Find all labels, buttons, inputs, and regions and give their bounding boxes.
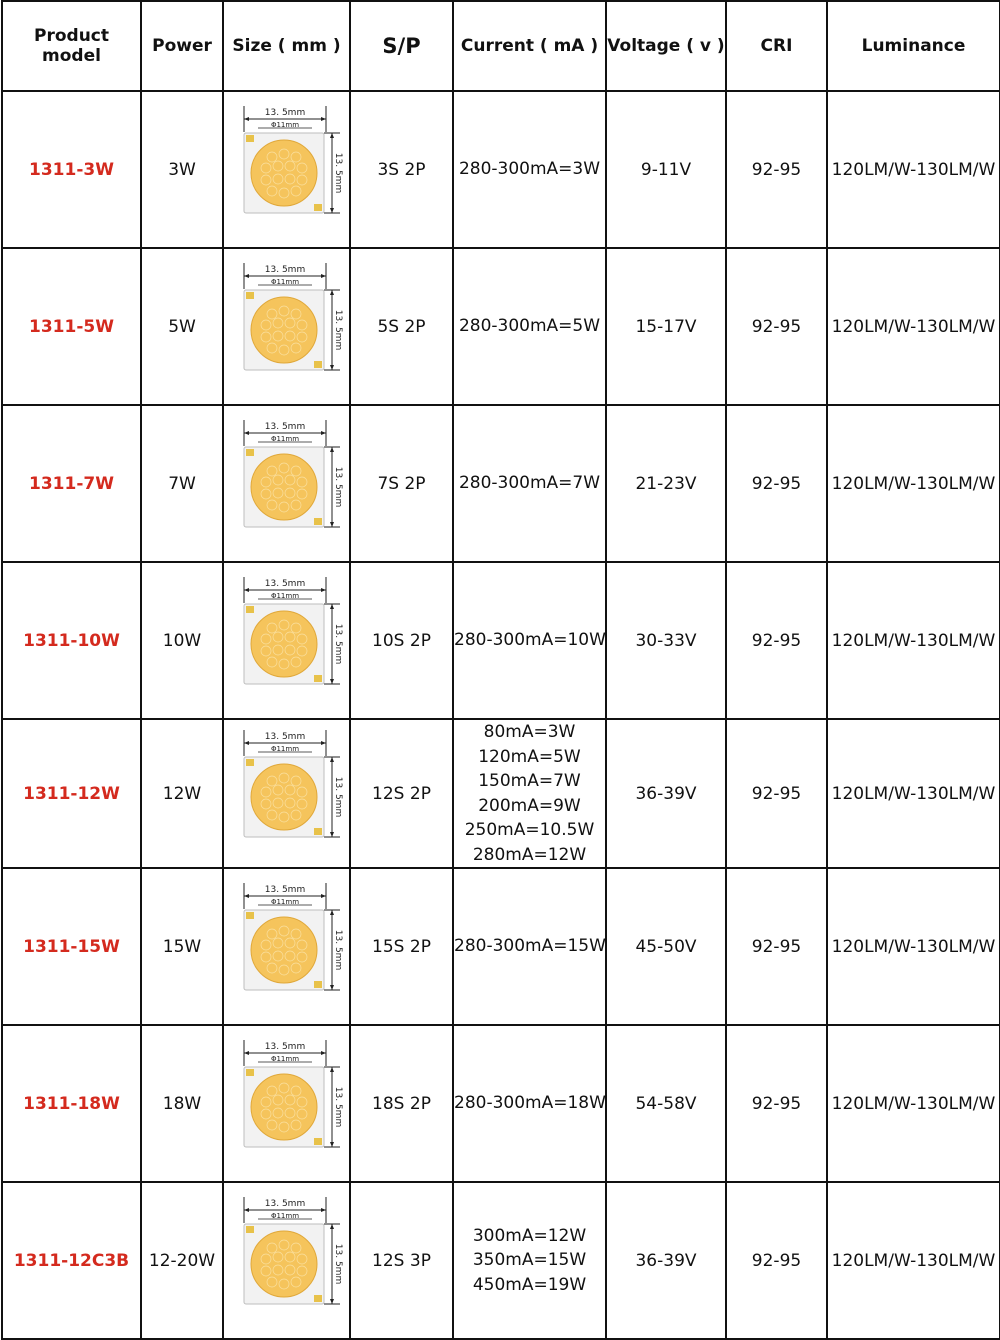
- sp-cell: 7S 2P: [350, 405, 453, 562]
- current-line: 450mA=19W: [472, 1274, 587, 1295]
- cob-led-dimension-diagram: [228, 726, 346, 862]
- current-line: 280-300mA=10W: [454, 630, 606, 651]
- sp-cell: 18S 2P: [350, 1025, 453, 1182]
- current-cell: [453, 719, 606, 868]
- current-line: 280-300mA=18W: [454, 1093, 606, 1114]
- diameter-label: Φ11mm: [270, 434, 299, 443]
- header-cri: CRI: [726, 1, 827, 91]
- power-cell: 7W: [141, 405, 223, 562]
- current-cell: [453, 91, 606, 248]
- voltage-cell: 36-39V: [606, 1182, 726, 1339]
- current-line: 350mA=15W: [472, 1250, 587, 1271]
- power-cell: 5W: [141, 248, 223, 405]
- led-emitter-circle: [251, 140, 317, 206]
- led-emitter-circle: [251, 764, 317, 830]
- current-cell: [453, 1182, 606, 1339]
- power-cell: 12W: [141, 719, 223, 868]
- current-line: 280-300mA=3W: [458, 159, 601, 180]
- led-emitter-circle: [251, 297, 317, 363]
- cob-led-dimension-diagram: [228, 573, 346, 709]
- table-row: [2, 868, 1000, 1025]
- current-cell: [453, 868, 606, 1025]
- solder-pad-bottom-right: [314, 981, 322, 988]
- voltage-cell: 45-50V: [606, 868, 726, 1025]
- product-model-cell: 1311-3W: [2, 91, 141, 248]
- cri-cell: 92-95: [726, 562, 827, 719]
- table-row: [2, 405, 1000, 562]
- luminance-cell: 120LM/W-130LM/W: [827, 91, 1000, 248]
- header-current: Current ( mA ): [453, 1, 606, 91]
- luminance-cell: 120LM/W-130LM/W: [827, 1182, 1000, 1339]
- product-model-cell: 1311-7W: [2, 405, 141, 562]
- diameter-label: Φ11mm: [270, 1211, 299, 1220]
- luminance-cell: 120LM/W-130LM/W: [827, 405, 1000, 562]
- power-cell: 12-20W: [141, 1182, 223, 1339]
- current-line: 120mA=5W: [478, 746, 581, 767]
- power-cell: 3W: [141, 91, 223, 248]
- solder-pad-top-left: [246, 135, 254, 142]
- size-diagram-cell: [223, 248, 350, 405]
- height-label: 13. 5mm: [332, 466, 343, 507]
- current-line: 280-300mA=15W: [454, 936, 606, 957]
- power-cell: 15W: [141, 868, 223, 1025]
- header-luminance: Luminance: [827, 1, 1000, 91]
- current-line: 200mA=9W: [478, 795, 581, 816]
- size-diagram-cell: [223, 562, 350, 719]
- solder-pad-bottom-right: [314, 675, 322, 682]
- luminance-cell: 120LM/W-130LM/W: [827, 868, 1000, 1025]
- current-cell: [453, 248, 606, 405]
- size-diagram-cell: [223, 719, 350, 868]
- header-sp: S/P: [350, 1, 453, 91]
- solder-pad-bottom-right: [314, 204, 322, 211]
- power-cell: 18W: [141, 1025, 223, 1182]
- voltage-cell: 21-23V: [606, 405, 726, 562]
- solder-pad-bottom-right: [314, 361, 322, 368]
- sp-cell: 12S 2P: [350, 719, 453, 868]
- product-model-cell: 1311-10W: [2, 562, 141, 719]
- solder-pad-bottom-right: [314, 1295, 322, 1302]
- solder-pad-top-left: [246, 759, 254, 766]
- width-label: 13. 5mm: [264, 264, 305, 275]
- table-row: [2, 719, 1000, 868]
- current-line: 250mA=10.5W: [464, 820, 595, 840]
- table-row: [2, 91, 1000, 248]
- cob-led-dimension-diagram: [228, 102, 346, 238]
- size-diagram-cell: [223, 91, 350, 248]
- cri-cell: 92-95: [726, 719, 827, 868]
- table-row: [2, 562, 1000, 719]
- cob-led-dimension-diagram: [228, 416, 346, 552]
- width-label: 13. 5mm: [264, 421, 305, 432]
- cob-led-dimension-diagram: [228, 259, 346, 395]
- power-cell: 10W: [141, 562, 223, 719]
- voltage-cell: 15-17V: [606, 248, 726, 405]
- luminance-cell: 120LM/W-130LM/W: [827, 562, 1000, 719]
- width-label: 13. 5mm: [264, 578, 305, 589]
- cri-cell: 92-95: [726, 405, 827, 562]
- size-diagram-cell: [223, 1182, 350, 1339]
- diameter-label: Φ11mm: [270, 120, 299, 129]
- solder-pad-bottom-right: [314, 828, 322, 835]
- header-row: [2, 1, 1000, 91]
- height-label: 13. 5mm: [332, 776, 343, 817]
- led-emitter-circle: [251, 454, 317, 520]
- size-diagram-cell: [223, 868, 350, 1025]
- current-line: 150mA=7W: [478, 771, 581, 791]
- solder-pad-top-left: [246, 449, 254, 456]
- header-power: Power: [141, 1, 223, 91]
- current-cell: [453, 405, 606, 562]
- current-line: 80mA=3W: [483, 722, 576, 742]
- led-emitter-circle: [251, 1231, 317, 1297]
- current-cell: [453, 562, 606, 719]
- voltage-cell: 54-58V: [606, 1025, 726, 1182]
- height-label: 13. 5mm: [332, 623, 343, 664]
- width-label: 13. 5mm: [264, 1198, 305, 1209]
- product-model-cell: 1311-5W: [2, 248, 141, 405]
- diameter-label: Φ11mm: [270, 1054, 299, 1063]
- led-emitter-circle: [251, 611, 317, 677]
- led-emitter-circle: [251, 917, 317, 983]
- diameter-label: Φ11mm: [270, 744, 299, 753]
- luminance-cell: 120LM/W-130LM/W: [827, 719, 1000, 868]
- sp-cell: 12S 3P: [350, 1182, 453, 1339]
- height-label: 13. 5mm: [332, 1086, 343, 1127]
- cri-cell: 92-95: [726, 91, 827, 248]
- voltage-cell: 30-33V: [606, 562, 726, 719]
- sp-cell: 15S 2P: [350, 868, 453, 1025]
- current-cell: [453, 1025, 606, 1182]
- height-label: 13. 5mm: [332, 309, 343, 350]
- header-size: Size ( mm ): [223, 1, 350, 91]
- cob-led-dimension-diagram: [228, 1193, 346, 1329]
- solder-pad-top-left: [246, 292, 254, 299]
- luminance-cell: 120LM/W-130LM/W: [827, 248, 1000, 405]
- diameter-label: Φ11mm: [270, 277, 299, 286]
- cob-led-dimension-diagram: [228, 879, 346, 1015]
- solder-pad-top-left: [246, 1226, 254, 1233]
- width-label: 13. 5mm: [264, 884, 305, 895]
- diameter-label: Φ11mm: [270, 591, 299, 600]
- header-voltage: Voltage ( v ): [606, 1, 726, 91]
- current-line: 300mA=12W: [472, 1225, 587, 1246]
- spec-table: [1, 0, 1000, 1340]
- solder-pad-bottom-right: [314, 518, 322, 525]
- table-row: [2, 248, 1000, 405]
- table-row: [2, 1182, 1000, 1339]
- led-emitter-circle: [251, 1074, 317, 1140]
- solder-pad-top-left: [246, 1069, 254, 1076]
- table-row: [2, 1025, 1000, 1182]
- sp-cell: 5S 2P: [350, 248, 453, 405]
- header-model: Product model: [2, 1, 141, 91]
- sp-cell: 3S 2P: [350, 91, 453, 248]
- current-line: 280mA=12W: [472, 844, 587, 865]
- voltage-cell: 36-39V: [606, 719, 726, 868]
- cri-cell: 92-95: [726, 248, 827, 405]
- width-label: 13. 5mm: [264, 107, 305, 118]
- width-label: 13. 5mm: [264, 731, 305, 742]
- product-model-cell: 1311-15W: [2, 868, 141, 1025]
- size-diagram-cell: [223, 1025, 350, 1182]
- product-model-cell: 1311-18W: [2, 1025, 141, 1182]
- product-model-cell: 1311-12C3B: [2, 1182, 141, 1339]
- cob-led-dimension-diagram: [228, 1036, 346, 1172]
- height-label: 13. 5mm: [332, 929, 343, 970]
- cri-cell: 92-95: [726, 868, 827, 1025]
- sp-cell: 10S 2P: [350, 562, 453, 719]
- voltage-cell: 9-11V: [606, 91, 726, 248]
- current-line: 280-300mA=5W: [458, 316, 601, 337]
- height-label: 13. 5mm: [332, 152, 343, 193]
- solder-pad-top-left: [246, 912, 254, 919]
- current-line: 280-300mA=7W: [458, 473, 601, 494]
- height-label: 13. 5mm: [332, 1243, 343, 1284]
- product-model-cell: 1311-12W: [2, 719, 141, 868]
- diameter-label: Φ11mm: [270, 897, 299, 906]
- luminance-cell: 120LM/W-130LM/W: [827, 1025, 1000, 1182]
- size-diagram-cell: [223, 405, 350, 562]
- solder-pad-top-left: [246, 606, 254, 613]
- solder-pad-bottom-right: [314, 1138, 322, 1145]
- cri-cell: 92-95: [726, 1025, 827, 1182]
- width-label: 13. 5mm: [264, 1041, 305, 1052]
- cri-cell: 92-95: [726, 1182, 827, 1339]
